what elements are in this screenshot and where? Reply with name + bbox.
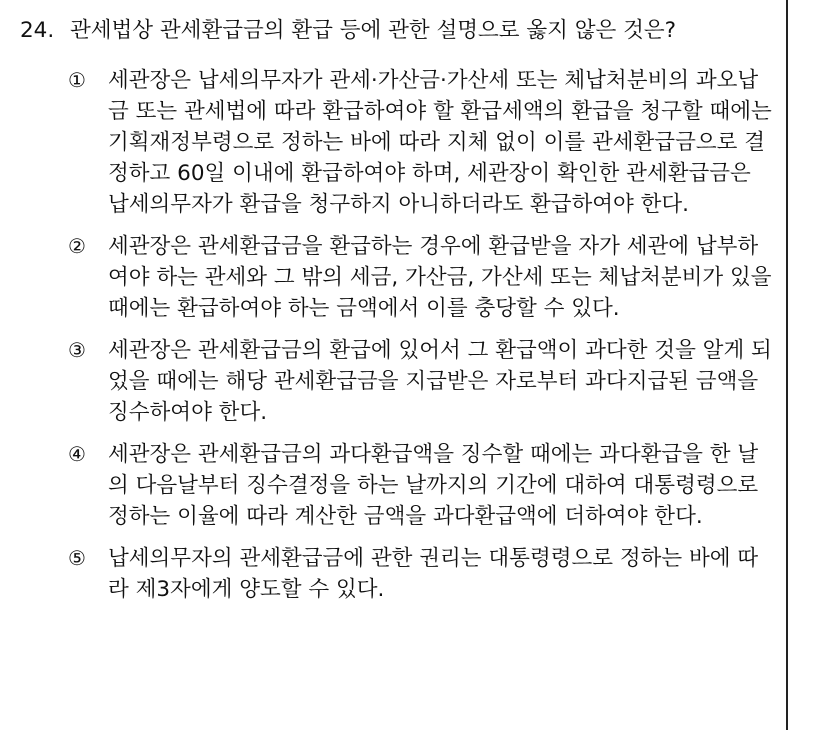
question-number: 24.	[20, 18, 55, 43]
option-marker: ③	[68, 338, 86, 362]
option-marker: ⑤	[68, 546, 86, 570]
option-marker: ①	[68, 68, 86, 92]
option-text: 납세의무자의 관세환급금에 관한 권리는 대통령령으로 정하는 바에 따라 제3자에게 양도할 수 있다.	[108, 546, 759, 602]
option-1[interactable]	[68, 65, 772, 220]
question-text: 관세법상 관세환급금의 환급 등에 관한 설명으로 옳지 않은 것은?	[70, 18, 677, 43]
option-marker: ②	[68, 234, 86, 258]
option-5[interactable]	[68, 543, 772, 605]
option-text: 세관장은 납세의무자가 관세·가산금·가산세 또는 체납처분비의 과오납금 또는 관세법에 따라 환급하여야 할 환급세액의 환급을 청구할 때에는 기획재정부령으로 정하는 바에 따라 지체 없이 이를 관세환급금으로 결정하고 60일 이내에 환급하여야 하며, 세관장이 확인한 관세환급금은 납세의무자가 환급을 청구하지 아니하더라도 환급하여야 한다.	[108, 68, 772, 217]
option-4[interactable]	[68, 439, 772, 532]
option-marker: ④	[68, 442, 86, 466]
question-24	[20, 14, 772, 616]
option-text: 세관장은 관세환급금의 과다환급액을 징수할 때에는 과다환급을 한 날의 다음날부터 징수결정을 하는 날까지의 기간에 대하여 대통령령으로 정하는 이율에 따라 계산한 금액을 과다환급액에 더하여야 한다.	[108, 442, 759, 529]
question-stem	[20, 14, 772, 47]
column-divider	[786, 0, 788, 730]
option-text: 세관장은 관세환급금의 환급에 있어서 그 환급액이 과다한 것을 알게 되었을 때에는 해당 관세환급금을 지급받은 자로부터 과다지급된 금액을 징수하여야 한다.	[108, 338, 772, 425]
answer-options	[68, 65, 772, 605]
option-3[interactable]	[68, 335, 772, 428]
option-text: 세관장은 관세환급금을 환급하는 경우에 환급받을 자가 세관에 납부하여야 하는 관세와 그 밖의 세금, 가산금, 가산세 또는 체납처분비가 있을 때에는 환급하여야 하는 금액에서 이를 충당할 수 있다.	[108, 234, 772, 321]
option-2[interactable]	[68, 231, 772, 324]
